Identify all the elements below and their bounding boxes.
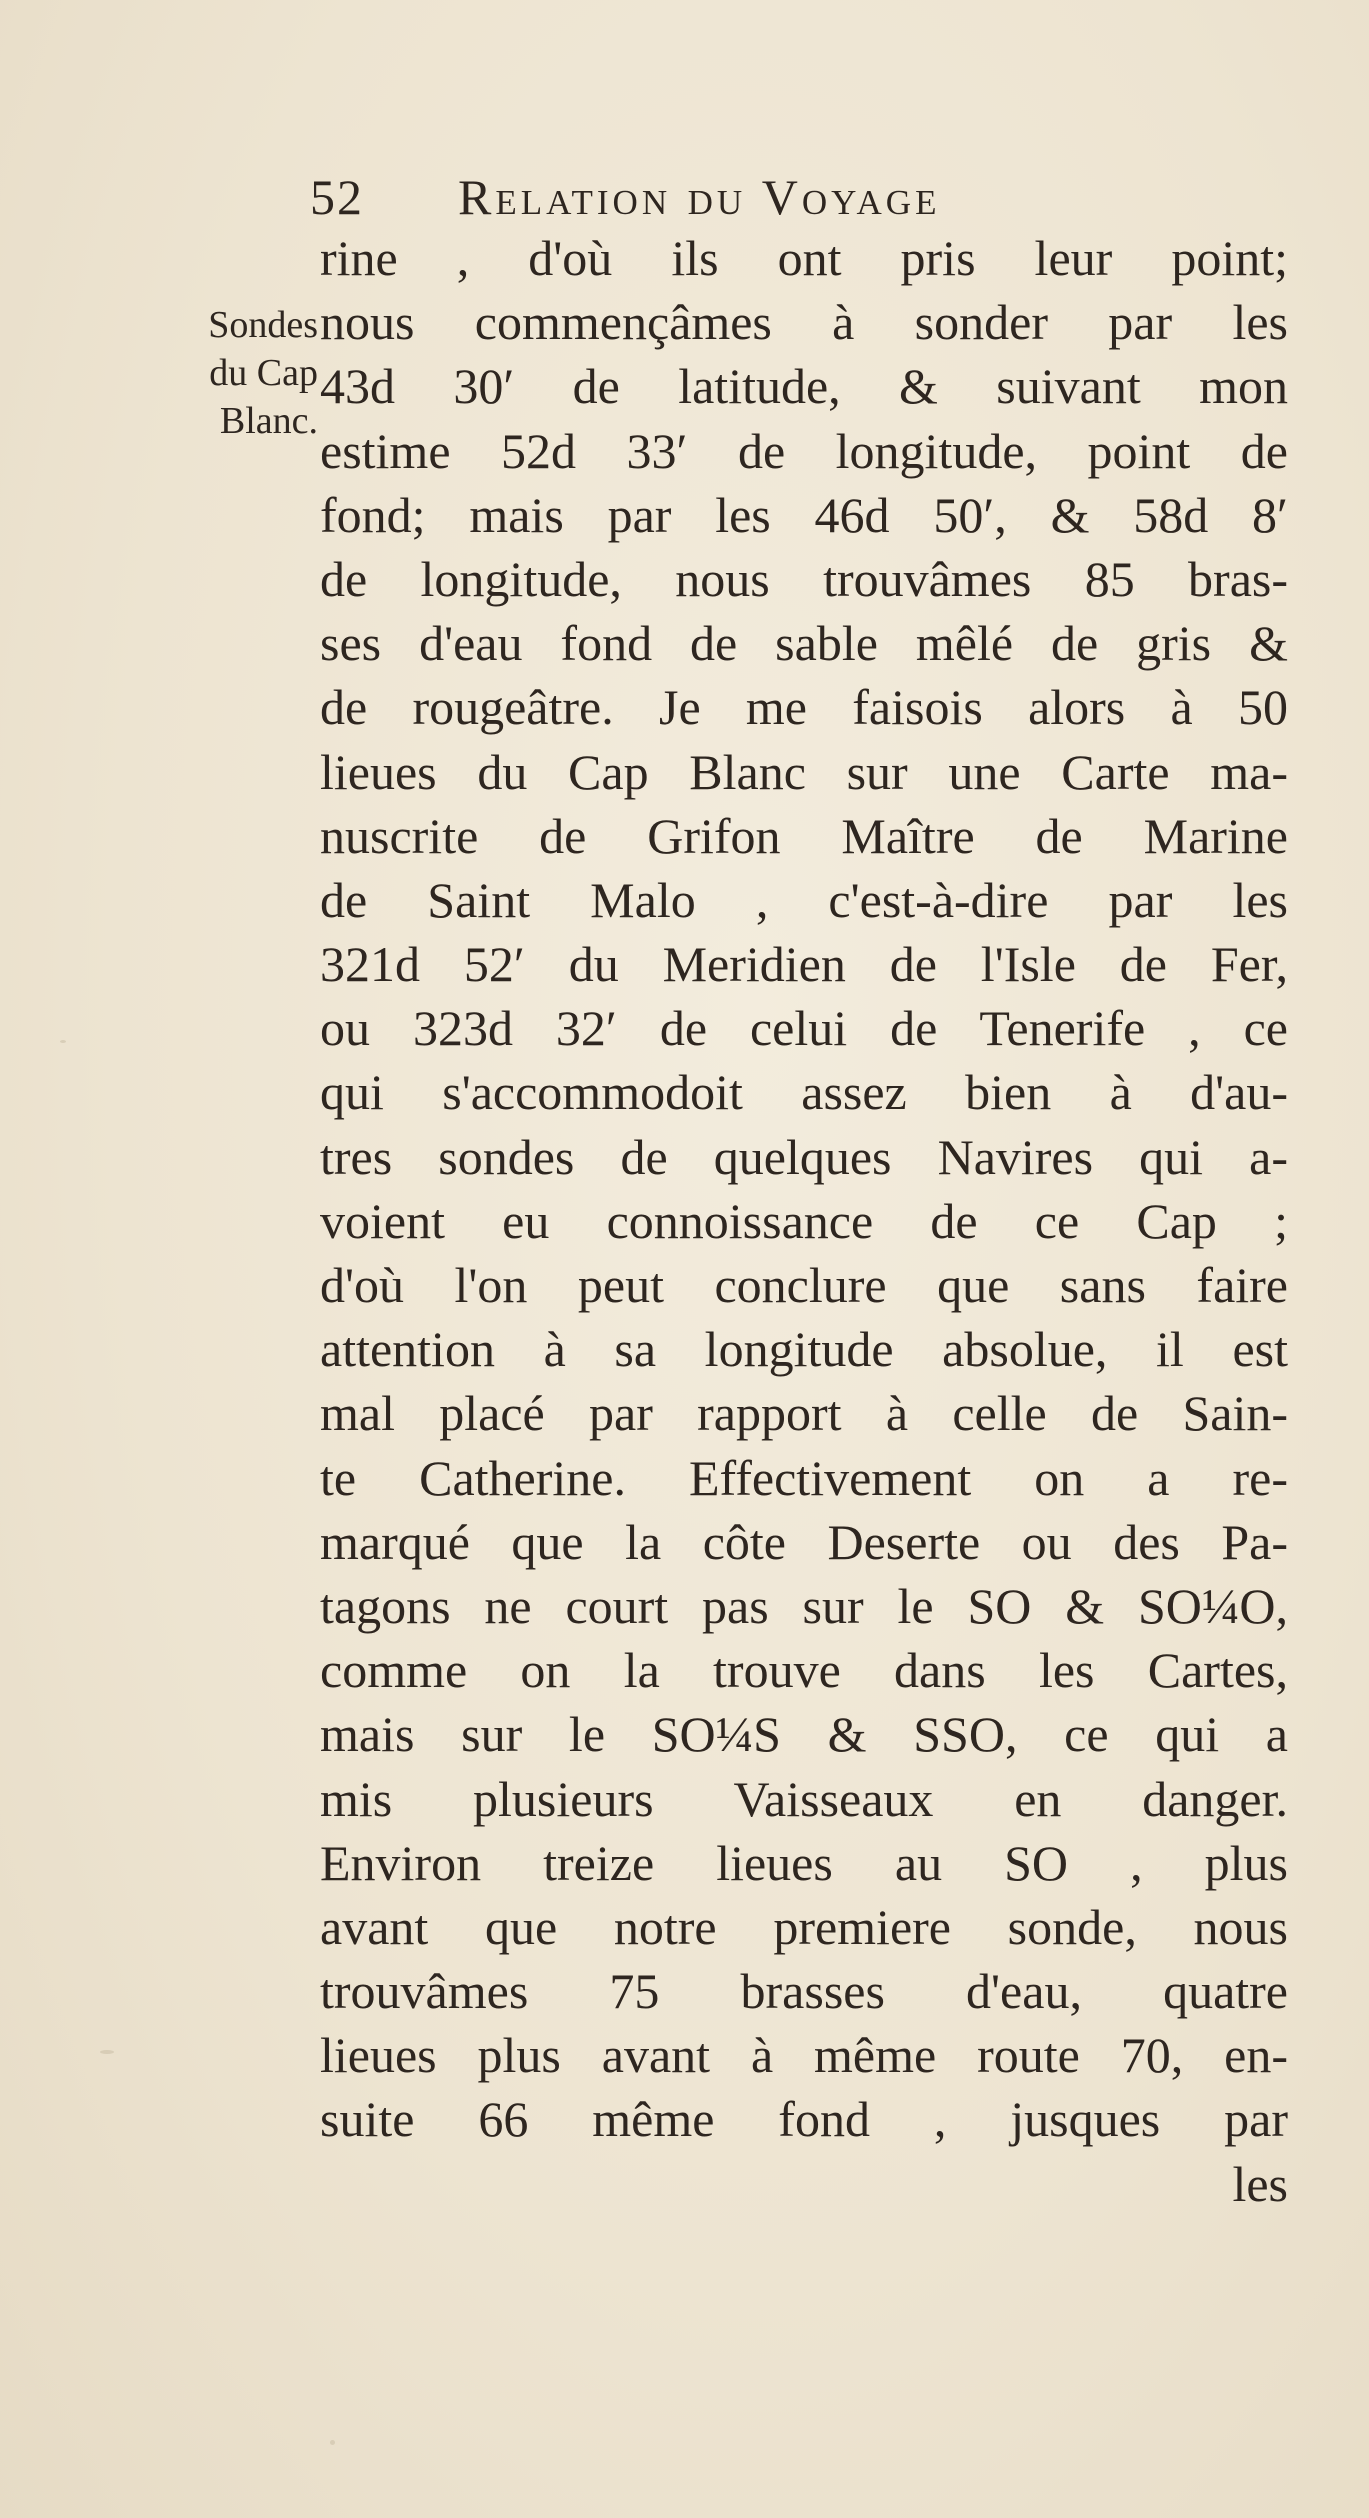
margin-note-line: Sondes <box>208 304 318 346</box>
text-line: mais sur le SO¼S & SSO, ce qui a <box>320 1706 1288 1763</box>
text-line: Environ treize lieues au SO , plus <box>320 1834 1288 1891</box>
text-line: lieues du Cap Blanc sur une Carte ma- <box>320 743 1288 800</box>
page-header <box>310 168 1210 228</box>
text-line: lieues plus avant à même route 70, en- <box>320 2027 1288 2084</box>
text-line: estime 52d 33′ de longitude, point de <box>320 422 1288 479</box>
text-line: comme on la trouve dans les Cartes, <box>320 1642 1288 1699</box>
text-line: rine , d'où ils ont pris leur point; <box>320 230 1288 286</box>
paper-speck <box>100 2050 114 2054</box>
text-line: mis plusieurs Vaisseaux en danger. <box>320 1770 1288 1827</box>
page-number: 52 <box>310 169 364 225</box>
text-line: nuscrite de Grifon Maître de Marine <box>320 807 1288 864</box>
margin-note-line: du Cap <box>209 352 318 394</box>
text-line: 43d 30′ de latitude, & suivant mon <box>320 358 1288 415</box>
paper-speck <box>60 1040 66 1043</box>
margin-note-line: Blanc. <box>219 400 318 442</box>
text-line: de longitude, nous trouvâmes 85 bras- <box>320 550 1288 607</box>
paper-speck <box>330 2440 335 2445</box>
text-line: avant que notre premiere sonde, nous <box>320 1898 1288 1955</box>
text-line: trouvâmes 75 brasses d'eau, quatre <box>320 1963 1288 2020</box>
text-line: de Saint Malo , c'est-à-dire par les <box>320 871 1288 928</box>
text-line: te Catherine. Effectivement on a re- <box>320 1449 1288 1506</box>
running-title: Relation du Voyage <box>458 169 941 225</box>
text-line: de rougeâtre. Je me faisois alors à 50 <box>320 679 1288 736</box>
text-line: d'où l'on peut conclure que sans faire <box>320 1257 1288 1313</box>
text-line: tagons ne court pas sur le SO & SO¼O, <box>320 1577 1288 1634</box>
text-line: marqué que la côte Deserte ou des Pa- <box>320 1513 1288 1570</box>
text-line: mal placé par rapport à celle de Sain- <box>320 1385 1288 1442</box>
text-line: attention à sa longitude absolue, il est <box>320 1321 1288 1378</box>
text-line: voient eu connoissance de ce Cap ; <box>320 1192 1288 1249</box>
text-line: tres sondes de quelques Navires qui a- <box>320 1128 1288 1185</box>
text-line: ou 323d 32′ de celui de Tenerife , ce <box>320 1000 1288 1057</box>
margin-note <box>118 302 318 446</box>
text-line: suite 66 même fond , jusques par <box>320 2091 1288 2148</box>
text-line: nous commençâmes à sonder par les <box>320 294 1288 351</box>
text-line: qui s'accommodoit assez bien à d'au- <box>320 1064 1288 1121</box>
body-text <box>320 226 1288 2216</box>
text-line: ses d'eau fond de sable mêlé de gris & <box>320 615 1288 672</box>
catchword: les <box>1232 2155 1288 2212</box>
text-line: 321d 52′ du Meridien de l'Isle de Fer, <box>320 936 1288 993</box>
text-line: fond; mais par les 46d 50′, & 58d 8′ <box>320 486 1288 543</box>
